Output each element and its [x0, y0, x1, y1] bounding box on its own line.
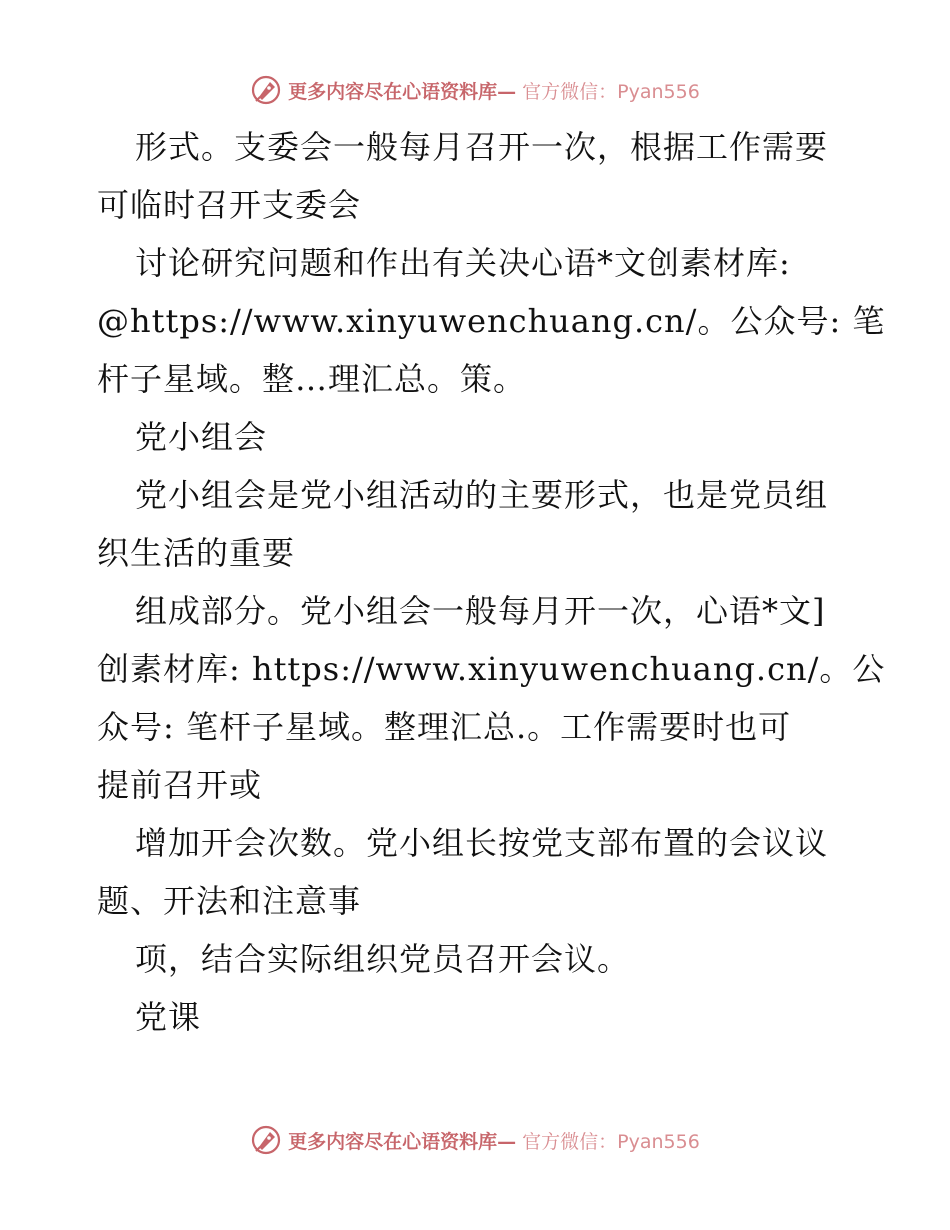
body-line: 创素材库: https://www.xinyuwenchuang.cn/。公 — [97, 650, 886, 688]
body-line: 组成部分。党小组会一般每月开一次，心语*文] — [135, 592, 826, 630]
body-line: 党小组会是党小组活动的主要形式，也是党员组 — [135, 476, 829, 514]
header-banner — [0, 70, 950, 110]
header-banner-inner — [250, 74, 700, 106]
body-line: 提前召开或 — [97, 766, 263, 804]
pen-nib-logo-icon — [250, 74, 282, 106]
body-line: 题、开法和注意事 — [97, 882, 362, 920]
body-line: 增加开会次数。党小组长按党支部布置的会议议 — [135, 824, 829, 862]
body-line: @https://www.xinyuwenchuang.cn/。公众号: 笔 — [97, 302, 886, 340]
section-heading: 党课 — [135, 998, 202, 1036]
section-heading: 党小组会 — [135, 418, 268, 456]
footer-banner — [0, 1120, 950, 1160]
document-body — [97, 118, 886, 1046]
footer-site-text: 更多内容尽在心语资料库— — [288, 1130, 517, 1153]
body-line: 杆子星域。整…理汇总。策。 — [97, 360, 527, 398]
body-line: 形式。支委会一般每月召开一次，根据工作需要 — [135, 128, 829, 166]
footer-banner-inner — [250, 1124, 700, 1156]
body-line: 众号: 笔杆子星域。整理汇总.。工作需要时也可 — [97, 708, 792, 746]
footer-contact-text: 官方微信：Pyan556 — [522, 1130, 700, 1153]
header-site-text: 更多内容尽在心语资料库— — [288, 80, 517, 103]
body-line: 项，结合实际组织党员召开会议。 — [135, 940, 631, 978]
header-contact-text: 官方微信：Pyan556 — [522, 80, 700, 103]
body-line: 讨论研究问题和作出有关决心语*文创素材库: — [135, 244, 791, 282]
body-line: 可临时召开支委会 — [97, 186, 362, 224]
pen-nib-logo-icon — [250, 1124, 282, 1156]
body-line: 织生活的重要 — [97, 534, 296, 572]
